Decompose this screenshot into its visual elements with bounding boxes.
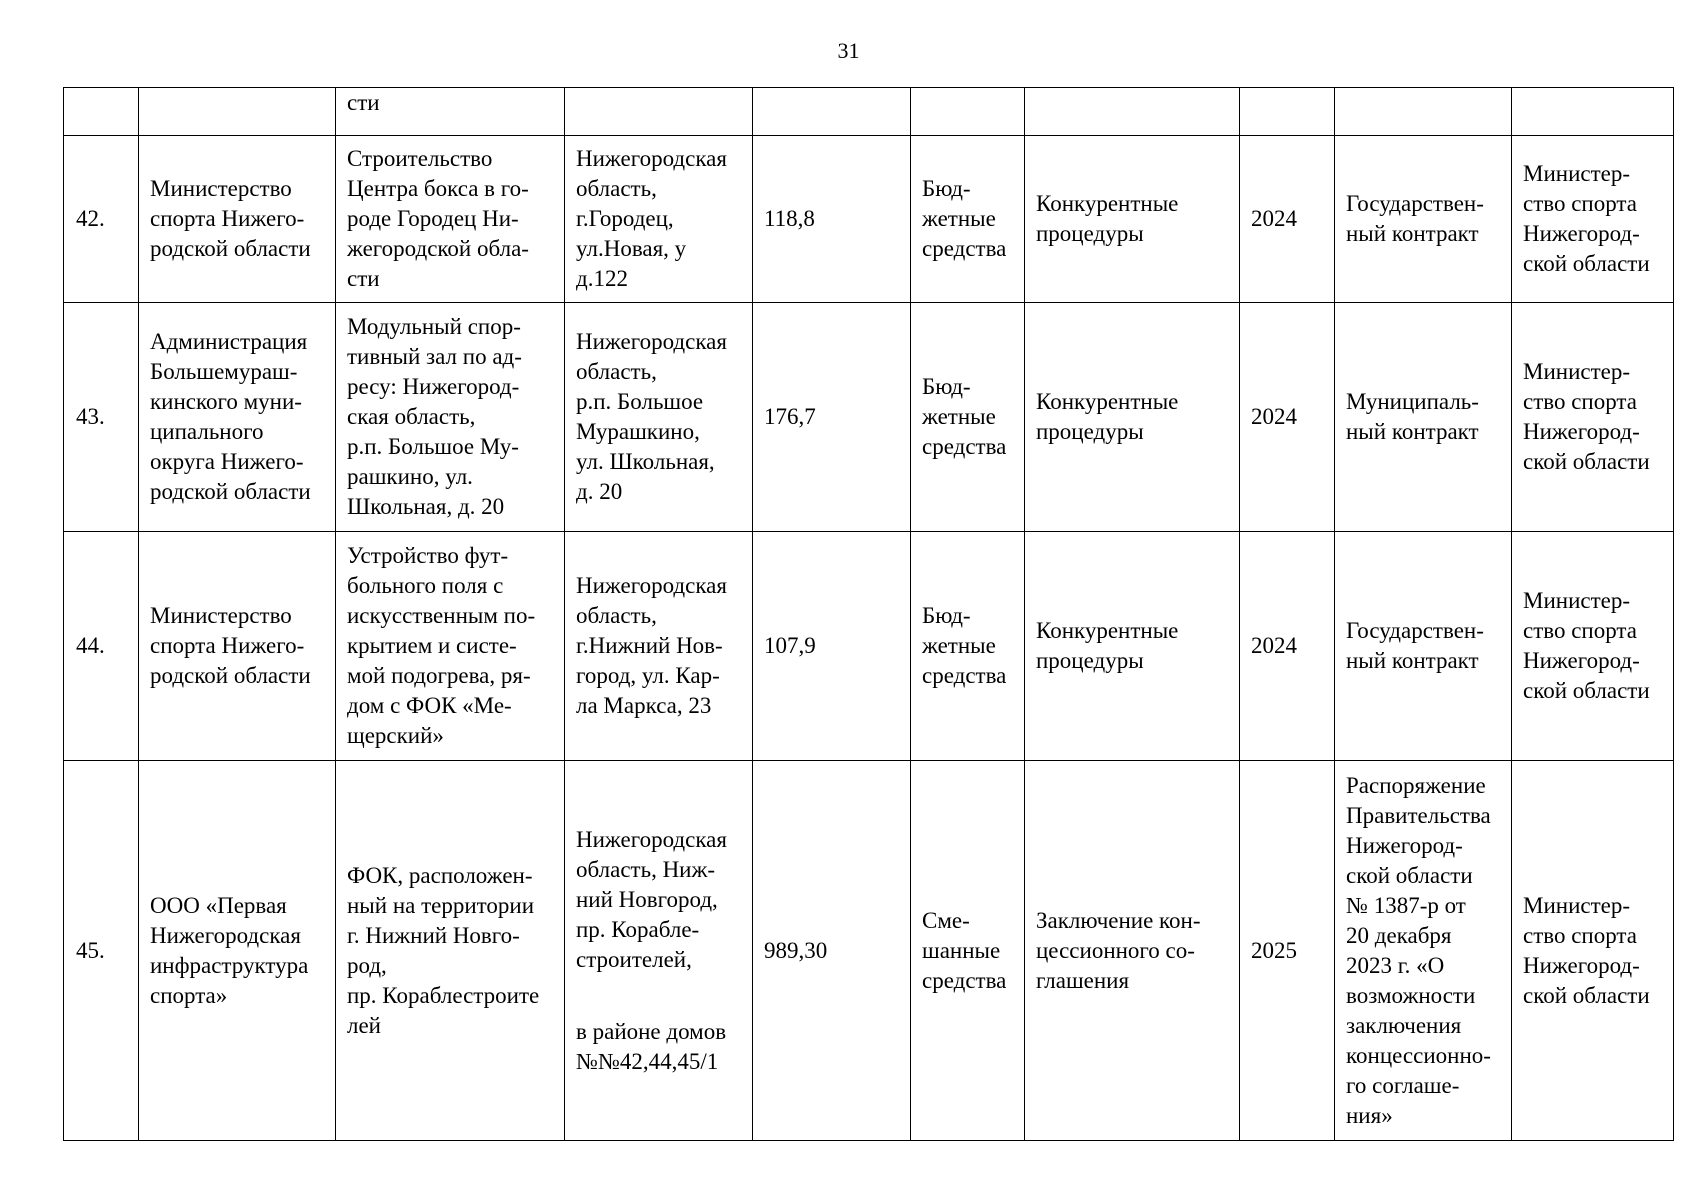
cell-address: Нижегородская область, г.Нижний Нов- город, ул. Кар- ла Маркса, 23 bbox=[565, 532, 753, 761]
projects-table bbox=[63, 87, 1674, 1141]
cell-num: 44. bbox=[64, 532, 139, 761]
table-row bbox=[64, 136, 1674, 303]
table-row bbox=[64, 303, 1674, 532]
cell-amount: 989,30 bbox=[753, 761, 911, 1141]
cell-amount: 176,7 bbox=[753, 303, 911, 532]
cell-address: Нижегородская область, р.п. Большое Мурашкино, ул. Школьная, д. 20 bbox=[565, 303, 753, 532]
cell-responsible: Министер- ство спорта Нижегород- ской области bbox=[1512, 136, 1674, 303]
cell-address: Нижегородская область, г.Городец, ул.Новая, у д.122 bbox=[565, 136, 753, 303]
cell-method: Конкурентные процедуры bbox=[1025, 303, 1240, 532]
cell-address bbox=[565, 761, 753, 1141]
cell-amount: 118,8 bbox=[753, 136, 911, 303]
cell-year: 2025 bbox=[1240, 761, 1335, 1141]
cell-org: Министерство спорта Нижего- родской области bbox=[139, 136, 336, 303]
cell-num: 45. bbox=[64, 761, 139, 1141]
cell-org: ООО «Первая Нижегородская инфраструктура спорта» bbox=[139, 761, 336, 1141]
cell-funding: Бюд- жетные средства bbox=[911, 532, 1025, 761]
cell-funding: Бюд- жетные средства bbox=[911, 303, 1025, 532]
cell-doc: Муниципаль- ный контракт bbox=[1335, 303, 1512, 532]
cell-funding bbox=[911, 88, 1025, 136]
cell-year: 2024 bbox=[1240, 136, 1335, 303]
cell-num bbox=[64, 88, 139, 136]
cell-org bbox=[139, 88, 336, 136]
address-main: Нижегородская область, Ниж- ний Новгород, пр. Корабле- строителей, bbox=[576, 826, 727, 972]
cell-object: сти bbox=[336, 88, 565, 136]
cell-doc: Распоряжение Правительства Нижегород- ской области № 1387-р от 20 декабря 2023 г. «О возможности заключения концессионно- го соглаше- ния» bbox=[1335, 761, 1512, 1141]
cell-method: Конкурентные процедуры bbox=[1025, 136, 1240, 303]
cell-amount bbox=[753, 88, 911, 136]
table-row bbox=[64, 532, 1674, 761]
cell-year bbox=[1240, 88, 1335, 136]
cell-responsible: Министер- ство спорта Нижегород- ской области bbox=[1512, 532, 1674, 761]
cell-funding: Бюд- жетные средства bbox=[911, 136, 1025, 303]
cell-org: Администрация Большемураш- кинского муни- ципального округа Нижего- родской области bbox=[139, 303, 336, 532]
cell-method bbox=[1025, 88, 1240, 136]
cell-num: 42. bbox=[64, 136, 139, 303]
table-row bbox=[64, 761, 1674, 1141]
cell-responsible: Министер- ство спорта Нижегород- ской области bbox=[1512, 761, 1674, 1141]
cell-object: ФОК, расположен- ный на территории г. Нижний Новго- род, пр. Кораблестроите лей bbox=[336, 761, 565, 1141]
cell-doc: Государствен- ный контракт bbox=[1335, 532, 1512, 761]
cell-object: Модульный спор- тивный зал по ад- ресу: Нижегород- ская область, р.п. Большое Му- рашкино, ул. Школьная, д. 20 bbox=[336, 303, 565, 532]
address-extra: в районе домов №№42,44,45/1 bbox=[576, 1018, 727, 1074]
cell-object: Строительство Центра бокса в го- роде Городец Ни- жегородской обла- сти bbox=[336, 136, 565, 303]
cell-year: 2024 bbox=[1240, 303, 1335, 532]
cell-doc bbox=[1335, 88, 1512, 136]
cell-doc: Государствен- ный контракт bbox=[1335, 136, 1512, 303]
cell-method: Конкурентные процедуры bbox=[1025, 532, 1240, 761]
table-row-continuation bbox=[64, 88, 1674, 136]
cell-method: Заключение кон- цессионного со- глашения bbox=[1025, 761, 1240, 1141]
cell-responsible bbox=[1512, 88, 1674, 136]
page-number: 31 bbox=[837, 38, 860, 63]
cell-responsible: Министер- ство спорта Нижегород- ской области bbox=[1512, 303, 1674, 532]
cell-amount: 107,9 bbox=[753, 532, 911, 761]
cell-funding: Сме- шанные средства bbox=[911, 761, 1025, 1141]
cell-object: Устройство фут- больного поля с искусственным по- крытием и систе- мой подогрева, ря- дом с ФОК «Ме- щерский» bbox=[336, 532, 565, 761]
cell-address bbox=[565, 88, 753, 136]
cell-year: 2024 bbox=[1240, 532, 1335, 761]
cell-num: 43. bbox=[64, 303, 139, 532]
cell-org: Министерство спорта Нижего- родской области bbox=[139, 532, 336, 761]
